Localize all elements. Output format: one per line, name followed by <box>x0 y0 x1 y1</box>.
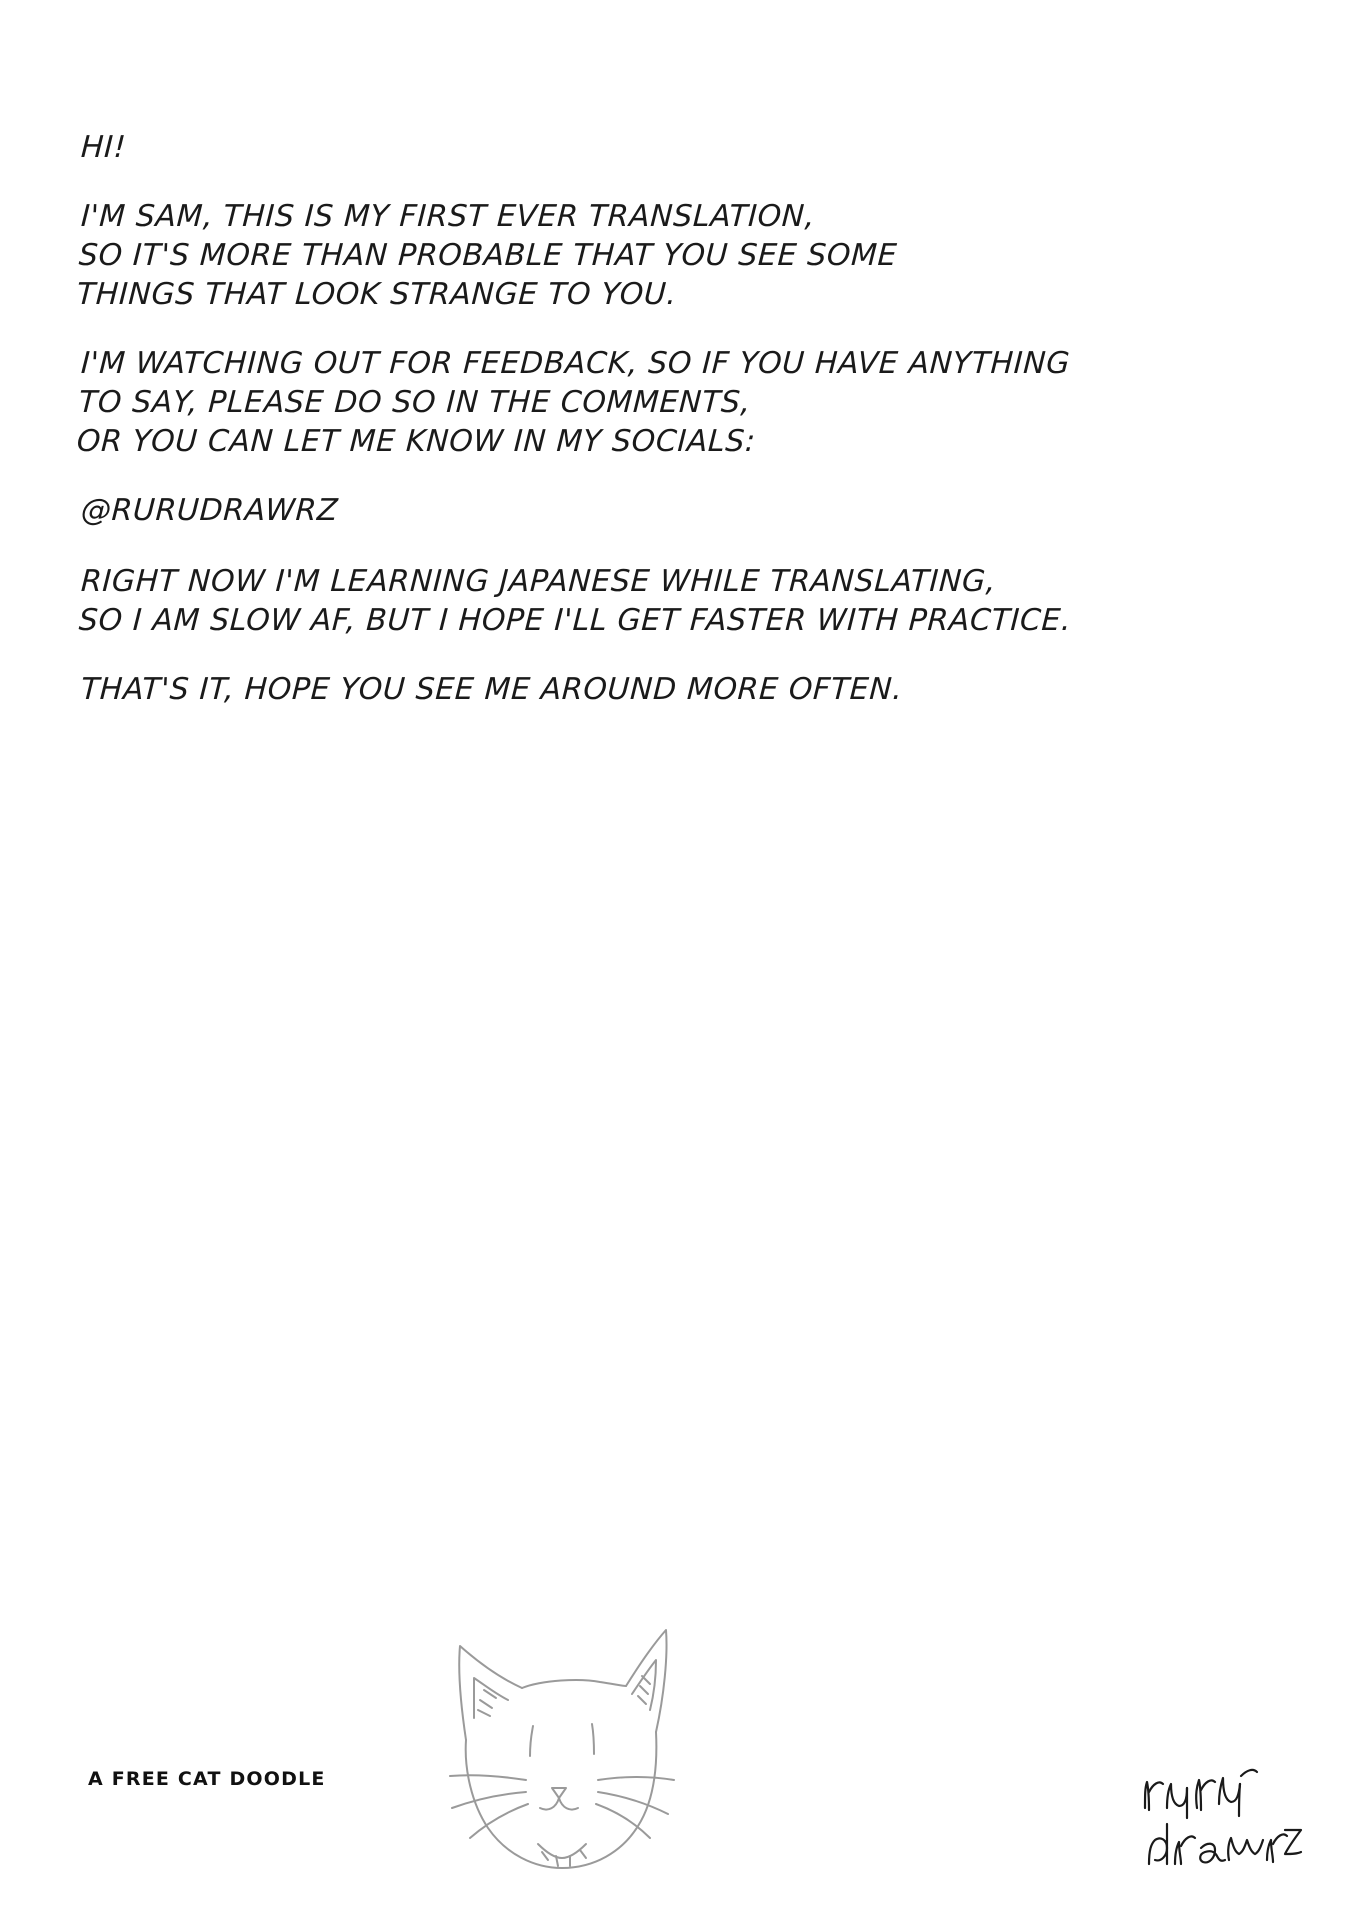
translator-note <box>75 128 1262 709</box>
note-feedback: I'M WATCHING OUT FOR FEEDBACK, SO IF YOU HAVE ANYTHING TO SAY, PLEASE DO SO IN THE COMMENTS, OR YOU CAN LET ME KNOW IN MY SOCIALS: <box>75 346 1072 459</box>
note-closing: THAT'S IT, HOPE YOU SEE ME AROUND MORE OFTEN. <box>80 672 904 707</box>
ruru-drawrz-signature-icon <box>1135 1760 1305 1880</box>
note-learning: RIGHT NOW I'M LEARNING JAPANESE WHILE TRANSLATING, SO I AM SLOW AF, BUT I HOPE I'LL GET FASTER WITH PRACTICE. <box>78 564 1073 638</box>
note-intro: I'M SAM, THIS IS MY FIRST EVER TRANSLATION, SO IT'S MORE THAN PROBABLE THAT YOU SEE SOME THINGS THAT LOOK STRANGE TO YOU. <box>75 199 899 312</box>
note-social-handle: @RURUDRAWRZ <box>80 493 340 528</box>
note-greeting: HI! <box>80 130 128 165</box>
doodle-caption: A FREE CAT DOODLE <box>88 1768 326 1790</box>
cat-face-doodle-icon <box>430 1590 690 1890</box>
